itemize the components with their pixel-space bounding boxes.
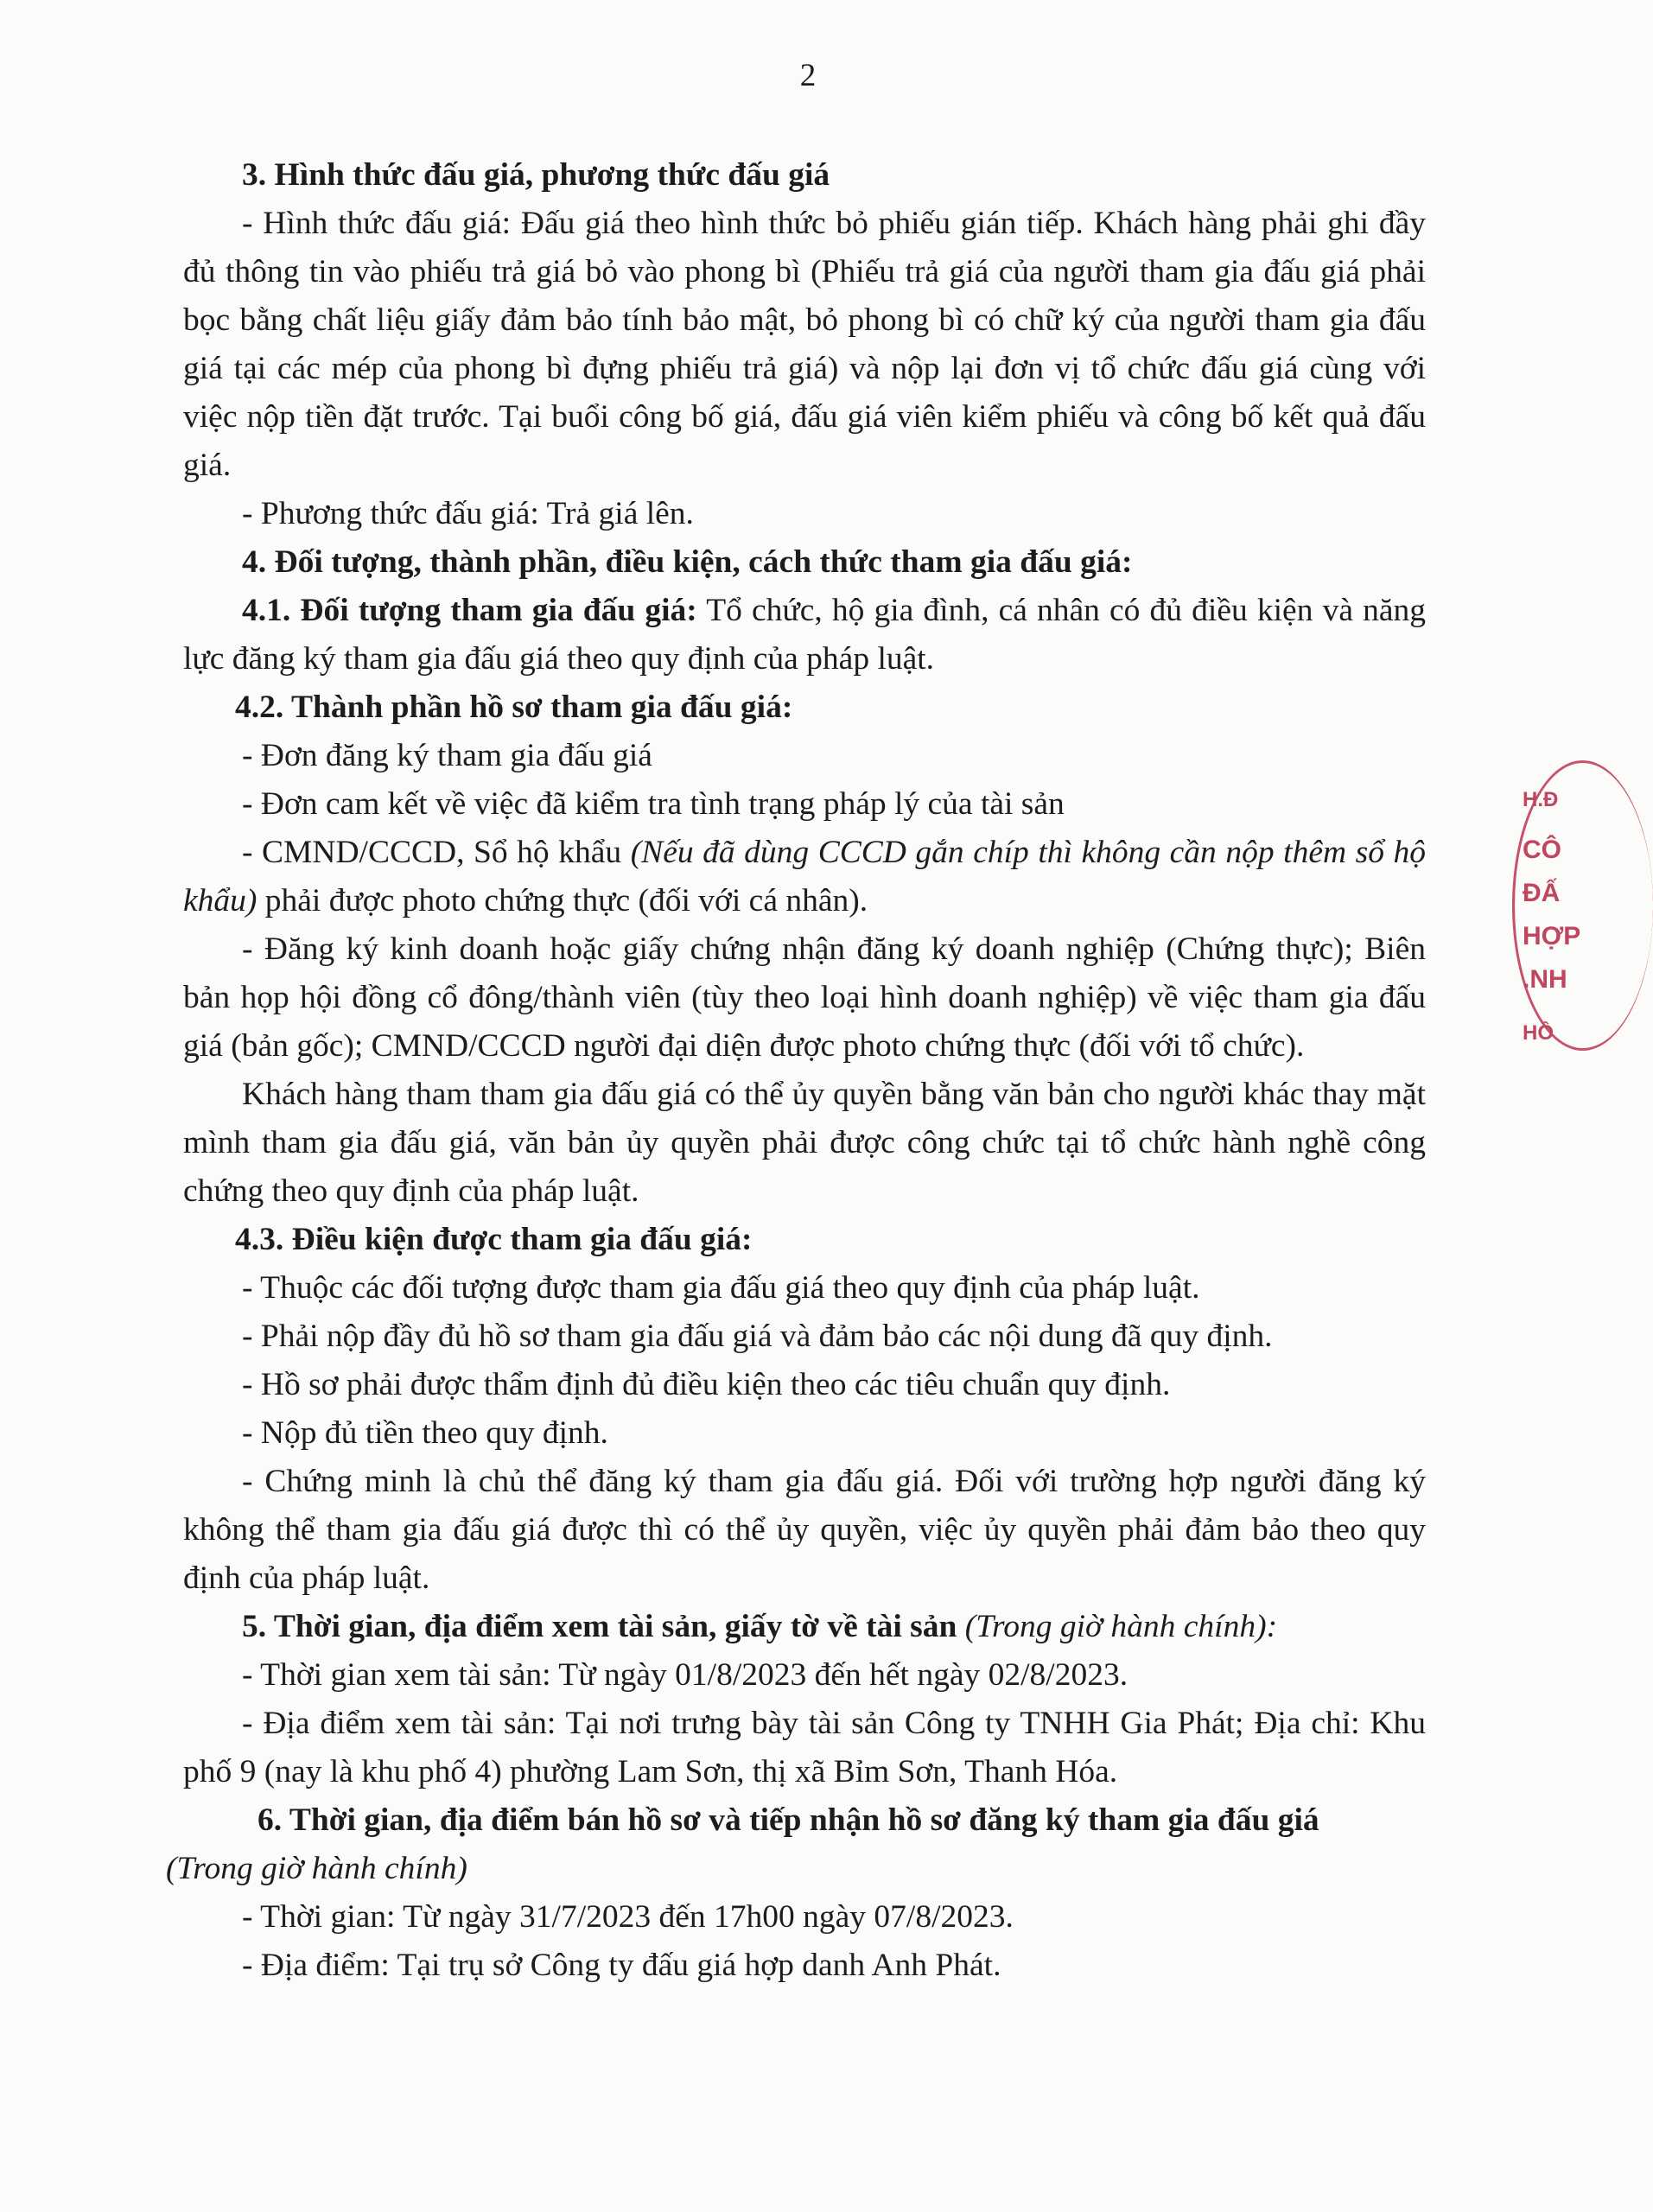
section-3-paragraph-2: - Phương thức đấu giá: Trả giá lên. <box>242 496 694 531</box>
section-4-3-item-5: - Chứng minh là chủ thể đăng ký tham gia đấu giá. Đối với trường hợp người đăng ký không thể tham gia đấu giá được thì có thể ủy quyền, việc ủy quyền phải đảm bảo theo quy định của pháp luật. <box>183 1464 1426 1596</box>
section-5-title-text: 5. Thời gian, địa điểm xem tài sản, giấy tờ về tài sản <box>242 1609 965 1644</box>
section-5-note: (Trong giờ hành chính): <box>964 1609 1278 1644</box>
document-body <box>166 151 1426 1990</box>
section-5-title <box>183 1603 1426 1651</box>
section-4-3-title: 4.3. Điều kiện được tham gia đấu giá: <box>235 1222 753 1257</box>
section-4-1-label: 4.1. Đối tượng tham gia đấu giá: <box>242 593 697 628</box>
section-3-title: 3. Hình thức đấu giá, phương thức đấu giá <box>242 157 830 193</box>
stamp-text-5: .NH <box>1523 965 1567 994</box>
section-5-item-1: - Thời gian xem tài sản: Từ ngày 01/8/2023 đến hết ngày 02/8/2023. <box>242 1657 1128 1693</box>
section-4-2-item-3-c: phải được photo chứng thực (đối với cá nhân). <box>257 883 868 918</box>
section-4-title: 4. Đối tượng, thành phần, điều kiện, cách thức tham gia đấu giá: <box>242 544 1133 580</box>
section-4-3-item-2: - Phải nộp đầy đủ hồ sơ tham gia đấu giá và đảm bảo các nội dung đã quy định. <box>242 1319 1273 1354</box>
section-4-2-item-3-a: - CMND/CCCD, Sổ hộ khẩu <box>242 835 631 870</box>
section-6-note <box>166 1845 1426 1893</box>
section-6-note-text: (Trong giờ hành chính) <box>166 1851 467 1886</box>
section-4-3-item-3: - Hồ sơ phải được thẩm định đủ điều kiện theo các tiêu chuẩn quy định. <box>242 1367 1171 1402</box>
section-4-2-item-3 <box>183 829 1426 925</box>
section-6-item-1: - Thời gian: Từ ngày 31/7/2023 đến 17h00 ngày 07/8/2023. <box>242 1899 1014 1935</box>
stamp-text-3: ĐẤ <box>1523 879 1561 907</box>
stamp-text-1: H.Đ <box>1523 788 1559 811</box>
section-5-item-2: - Địa điểm xem tài sản: Tại nơi trưng bày tài sản Công ty TNHH Gia Phát; Địa chỉ: Khu phố 9 (nay là khu phố 4) phường Lam Sơn, thị xã Bỉm Sơn, Thanh Hóa. <box>183 1706 1426 1789</box>
section-4-3-item-1: - Thuộc các đối tượng được tham gia đấu giá theo quy định của pháp luật. <box>242 1270 1200 1306</box>
section-4-3-item-4: - Nộp đủ tiền theo quy định. <box>242 1415 608 1451</box>
stamp-text-2: CÔ <box>1523 836 1561 864</box>
section-3-paragraph-1: - Hình thức đấu giá: Đấu giá theo hình thức bỏ phiếu gián tiếp. Khách hàng phải ghi đầy đủ thông tin vào phiếu trả giá bỏ vào phong bì (Phiếu trả giá của người tham gia đấu giá phải bọc bằng chất liệu giấy đảm bảo tính bảo mật, bỏ phong bì có chữ ký của người tham gia đấu giá tại các mép của phong bì đựng phiếu trả giá) và nộp lại đơn vị tổ chức đấu giá cùng với việc nộp tiền đặt trước. Tại buổi công bố giá, đấu giá viên kiểm phiếu và công bố kết quả đấu giá. <box>183 206 1426 483</box>
red-stamp-fragment <box>1504 760 1607 1046</box>
section-4-2-title: 4.2. Thành phần hồ sơ tham gia đấu giá: <box>235 690 793 725</box>
section-4-1-paragraph <box>183 587 1426 683</box>
section-4-1-text: Tổ chức, hộ gia đình, cá nhân có đủ điều kiện và năng lực đăng ký tham gia đấu giá theo quy định của pháp luật. <box>183 593 1426 677</box>
page-number: 2 <box>799 58 817 93</box>
stamp-text-6: HỒ <box>1523 1021 1554 1045</box>
section-4-2-item-3-note: (Nếu đã dùng CCCD gắn chíp thì không cần nộp thêm sổ hộ khẩu) <box>183 835 1426 918</box>
stamp-text-4: HỢP <box>1523 922 1581 950</box>
section-4-2-item-2: - Đơn cam kết về việc đã kiểm tra tình trạng pháp lý của tài sản <box>242 786 1065 822</box>
section-6-title: 6. Thời gian, địa điểm bán hồ sơ và tiếp nhận hồ sơ đăng ký tham gia đấu giá <box>257 1802 1319 1838</box>
section-6-item-2: - Địa điểm: Tại trụ sở Công ty đấu giá hợp danh Anh Phát. <box>242 1948 1001 1983</box>
section-4-2-paragraph: Khách hàng tham tham gia đấu giá có thể ủy quyền bằng văn bản cho người khác thay mặt mình tham gia đấu giá, văn bản ủy quyền phải được công chức tại tổ chức hành nghề công chứng theo quy định của pháp luật. <box>183 1077 1426 1209</box>
section-4-2-item-1: - Đơn đăng ký tham gia đấu giá <box>242 738 652 773</box>
section-4-2-item-4: - Đăng ký kinh doanh hoặc giấy chứng nhận đăng ký doanh nghiệp (Chứng thực); Biên bản họp hội đồng cổ đông/thành viên (tùy theo loại hình doanh nghiệp) về việc tham gia đấu giá (bản gốc); CMND/CCCD người đại diện được photo chứng thực (đối với tổ chức). <box>183 931 1426 1064</box>
